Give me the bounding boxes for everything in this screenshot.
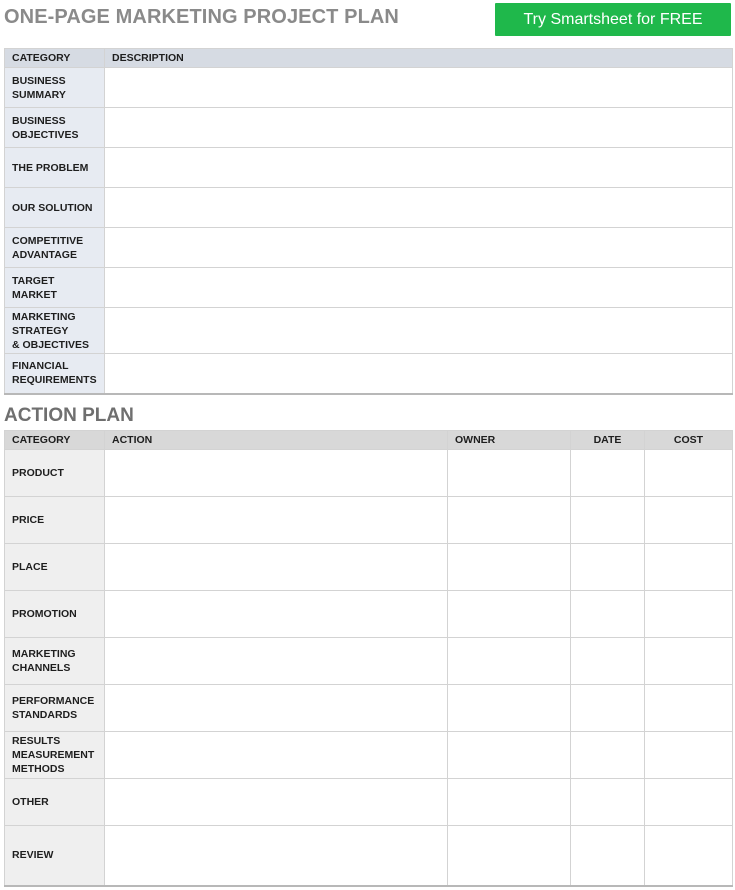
table-row — [5, 228, 733, 268]
summary-category-cell — [5, 148, 105, 188]
cost-cell[interactable] — [645, 450, 733, 497]
table-row — [5, 685, 733, 732]
action-header-owner: OWNER — [448, 431, 571, 450]
summary-description-cell[interactable] — [105, 108, 733, 148]
table-row — [5, 108, 733, 148]
action-category-cell — [5, 638, 105, 685]
action-category-label: PLACE — [12, 561, 48, 573]
try-smartsheet-button[interactable]: Try Smartsheet for FREE — [495, 3, 731, 36]
summary-header-row — [5, 49, 733, 68]
action-plan-title: ACTION PLAN — [4, 405, 134, 426]
action-cell[interactable] — [105, 826, 448, 886]
summary-description-cell[interactable] — [105, 188, 733, 228]
action-category-label: OTHER — [12, 796, 49, 808]
action-category-cell — [5, 544, 105, 591]
cost-cell[interactable] — [645, 779, 733, 826]
action-category-label: RESULTS MEASUREMENT METHODS — [12, 735, 95, 775]
table-row — [5, 148, 733, 188]
owner-cell[interactable] — [448, 826, 571, 886]
summary-description-cell[interactable] — [105, 308, 733, 354]
action-cell[interactable] — [105, 732, 448, 779]
action-category-label: REVIEW — [12, 849, 54, 862]
summary-header-category: CATEGORY — [5, 49, 105, 68]
cost-cell[interactable] — [645, 685, 733, 732]
table-row — [5, 68, 733, 108]
date-cell[interactable] — [571, 732, 645, 779]
date-cell[interactable] — [571, 497, 645, 544]
table-row — [5, 268, 733, 308]
summary-category-label: TARGET MARKET — [12, 274, 57, 301]
action-cell[interactable] — [105, 638, 448, 685]
action-header-date: DATE — [571, 431, 645, 450]
action-plan-table — [4, 430, 733, 887]
action-header-category: CATEGORY — [5, 431, 105, 450]
table-row — [5, 826, 733, 886]
summary-category-cell — [5, 268, 105, 308]
summary-header-description: DESCRIPTION — [105, 49, 733, 68]
owner-cell[interactable] — [448, 497, 571, 544]
cost-cell[interactable] — [645, 497, 733, 544]
cost-cell[interactable] — [645, 591, 733, 638]
action-cell[interactable] — [105, 779, 448, 826]
owner-cell[interactable] — [448, 732, 571, 779]
summary-category-cell — [5, 308, 105, 354]
action-category-label: PRODUCT — [12, 467, 64, 479]
project-summary-table — [4, 48, 733, 395]
owner-cell[interactable] — [448, 638, 571, 685]
summary-category-label: BUSINESS SUMMARY — [12, 74, 66, 101]
action-category-cell — [5, 450, 105, 497]
action-category-cell — [5, 497, 105, 544]
action-cell[interactable] — [105, 591, 448, 638]
summary-category-cell — [5, 228, 105, 268]
summary-category-label: FINANCIAL REQUIREMENTS — [12, 360, 97, 387]
owner-cell[interactable] — [448, 591, 571, 638]
summary-category-label: MARKETING STRATEGY & OBJECTIVES — [12, 310, 90, 351]
action-cell[interactable] — [105, 497, 448, 544]
action-cell[interactable] — [105, 685, 448, 732]
date-cell[interactable] — [571, 779, 645, 826]
action-category-label: PRICE — [12, 514, 45, 526]
summary-category-cell — [5, 108, 105, 148]
owner-cell[interactable] — [448, 685, 571, 732]
date-cell[interactable] — [571, 685, 645, 732]
table-row — [5, 188, 733, 228]
action-category-cell — [5, 685, 105, 732]
summary-description-cell[interactable] — [105, 268, 733, 308]
table-row — [5, 450, 733, 497]
summary-category-cell — [5, 354, 105, 394]
action-category-cell — [5, 732, 105, 779]
date-cell[interactable] — [571, 826, 645, 886]
table-row — [5, 732, 733, 779]
action-category-cell — [5, 591, 105, 638]
date-cell[interactable] — [571, 450, 645, 497]
table-row — [5, 497, 733, 544]
action-cell[interactable] — [105, 450, 448, 497]
action-category-label: MARKETING CHANNELS — [12, 648, 76, 674]
owner-cell[interactable] — [448, 779, 571, 826]
table-row — [5, 591, 733, 638]
summary-description-cell[interactable] — [105, 354, 733, 394]
summary-category-cell — [5, 68, 105, 108]
summary-category-cell — [5, 188, 105, 228]
action-category-label: PROMOTION — [12, 608, 77, 620]
summary-category-label: OUR SOLUTION — [12, 201, 93, 214]
cost-cell[interactable] — [645, 732, 733, 779]
action-category-label: PERFORMANCE STANDARDS — [12, 695, 95, 721]
summary-category-label: THE PROBLEM — [12, 161, 89, 174]
action-header-action: ACTION — [105, 431, 448, 450]
action-category-cell — [5, 826, 105, 886]
summary-description-cell[interactable] — [105, 228, 733, 268]
date-cell[interactable] — [571, 544, 645, 591]
summary-category-label: BUSINESS OBJECTIVES — [12, 114, 79, 141]
cost-cell[interactable] — [645, 544, 733, 591]
table-row — [5, 308, 733, 354]
action-category-cell — [5, 779, 105, 826]
table-row — [5, 354, 733, 394]
date-cell[interactable] — [571, 638, 645, 685]
action-cell[interactable] — [105, 544, 448, 591]
summary-category-label: COMPETITIVE ADVANTAGE — [12, 234, 84, 261]
page-title: ONE-PAGE MARKETING PROJECT PLAN — [4, 6, 399, 28]
cost-cell[interactable] — [645, 826, 733, 886]
summary-description-cell[interactable] — [105, 68, 733, 108]
cost-cell[interactable] — [645, 638, 733, 685]
owner-cell[interactable] — [448, 544, 571, 591]
action-header-cost: COST — [645, 431, 733, 450]
table-row — [5, 544, 733, 591]
summary-description-cell[interactable] — [105, 148, 733, 188]
table-row — [5, 638, 733, 685]
table-row — [5, 779, 733, 826]
action-header-row — [5, 431, 733, 450]
date-cell[interactable] — [571, 591, 645, 638]
owner-cell[interactable] — [448, 450, 571, 497]
